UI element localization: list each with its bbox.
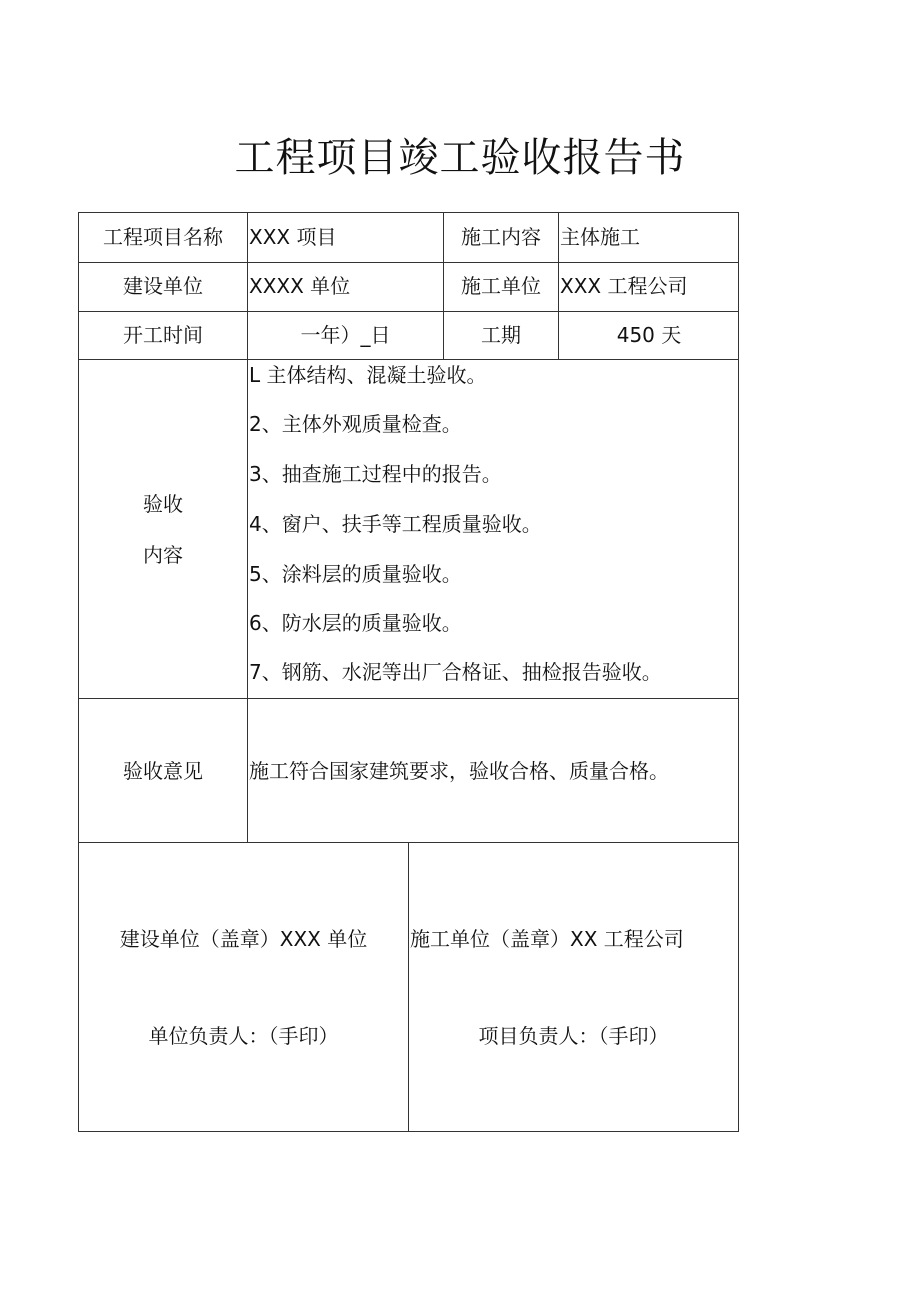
row-divider-1 <box>79 262 738 263</box>
row-divider-3 <box>79 359 738 360</box>
row-divider-2 <box>79 311 738 312</box>
acceptance-item-1: L 主体结构、混凝土验收。 <box>249 363 487 387</box>
acceptance-label-line-1: 验收 <box>143 492 183 516</box>
column-divider-signatures <box>408 842 409 1131</box>
construction-content-value: 主体施工 <box>560 225 640 249</box>
start-time-value: 一年）_日 <box>300 323 391 347</box>
opinion-value: 施工符合国家建筑要求，验收合格、质量合格。 <box>249 759 669 783</box>
acceptance-item-3: 3、抽查施工过程中的报告。 <box>249 462 502 486</box>
row-divider-4 <box>79 698 738 699</box>
start-time-label: 开工时间 <box>123 323 203 347</box>
construction-content-label: 施工内容 <box>461 225 541 249</box>
page-title: 工程项目竣工验收报告书 <box>234 135 686 181</box>
owner-unit-value: XXXX 单位 <box>249 274 351 298</box>
acceptance-item-2: 2、主体外观质量检查。 <box>249 412 462 436</box>
column-divider-right <box>558 213 559 359</box>
project-name-value: XXX 项目 <box>249 225 337 249</box>
contractor-label: 施工单位 <box>461 274 541 298</box>
project-name-label: 工程项目名称 <box>103 225 223 249</box>
opinion-label: 验收意见 <box>123 759 203 783</box>
duration-value: 450 天 <box>616 323 682 347</box>
duration-label: 工期 <box>481 323 521 347</box>
acceptance-label-line-2: 内容 <box>143 543 183 567</box>
owner-stamp-text: 建设单位（盖章）XXX 单位 <box>119 927 368 951</box>
contractor-value: XXX 工程公司 <box>560 274 688 298</box>
owner-unit-label: 建设单位 <box>123 274 203 298</box>
acceptance-item-4: 4、窗户、扶手等工程质量验收。 <box>249 512 542 536</box>
acceptance-report-table <box>78 212 739 1132</box>
contractor-person-text: 项目负责人：（手印） <box>478 1024 669 1048</box>
acceptance-item-6: 6、防水层的质量验收。 <box>249 611 462 635</box>
column-divider-label <box>247 213 248 842</box>
contractor-stamp-text: 施工单位（盖章）XX 工程公司 <box>410 927 684 951</box>
owner-person-text: 单位负责人：（手印） <box>148 1024 339 1048</box>
acceptance-item-7: 7、钢筋、水泥等出厂合格证、抽检报告验收。 <box>249 660 662 684</box>
acceptance-item-5: 5、涂料层的质量验收。 <box>249 562 462 586</box>
